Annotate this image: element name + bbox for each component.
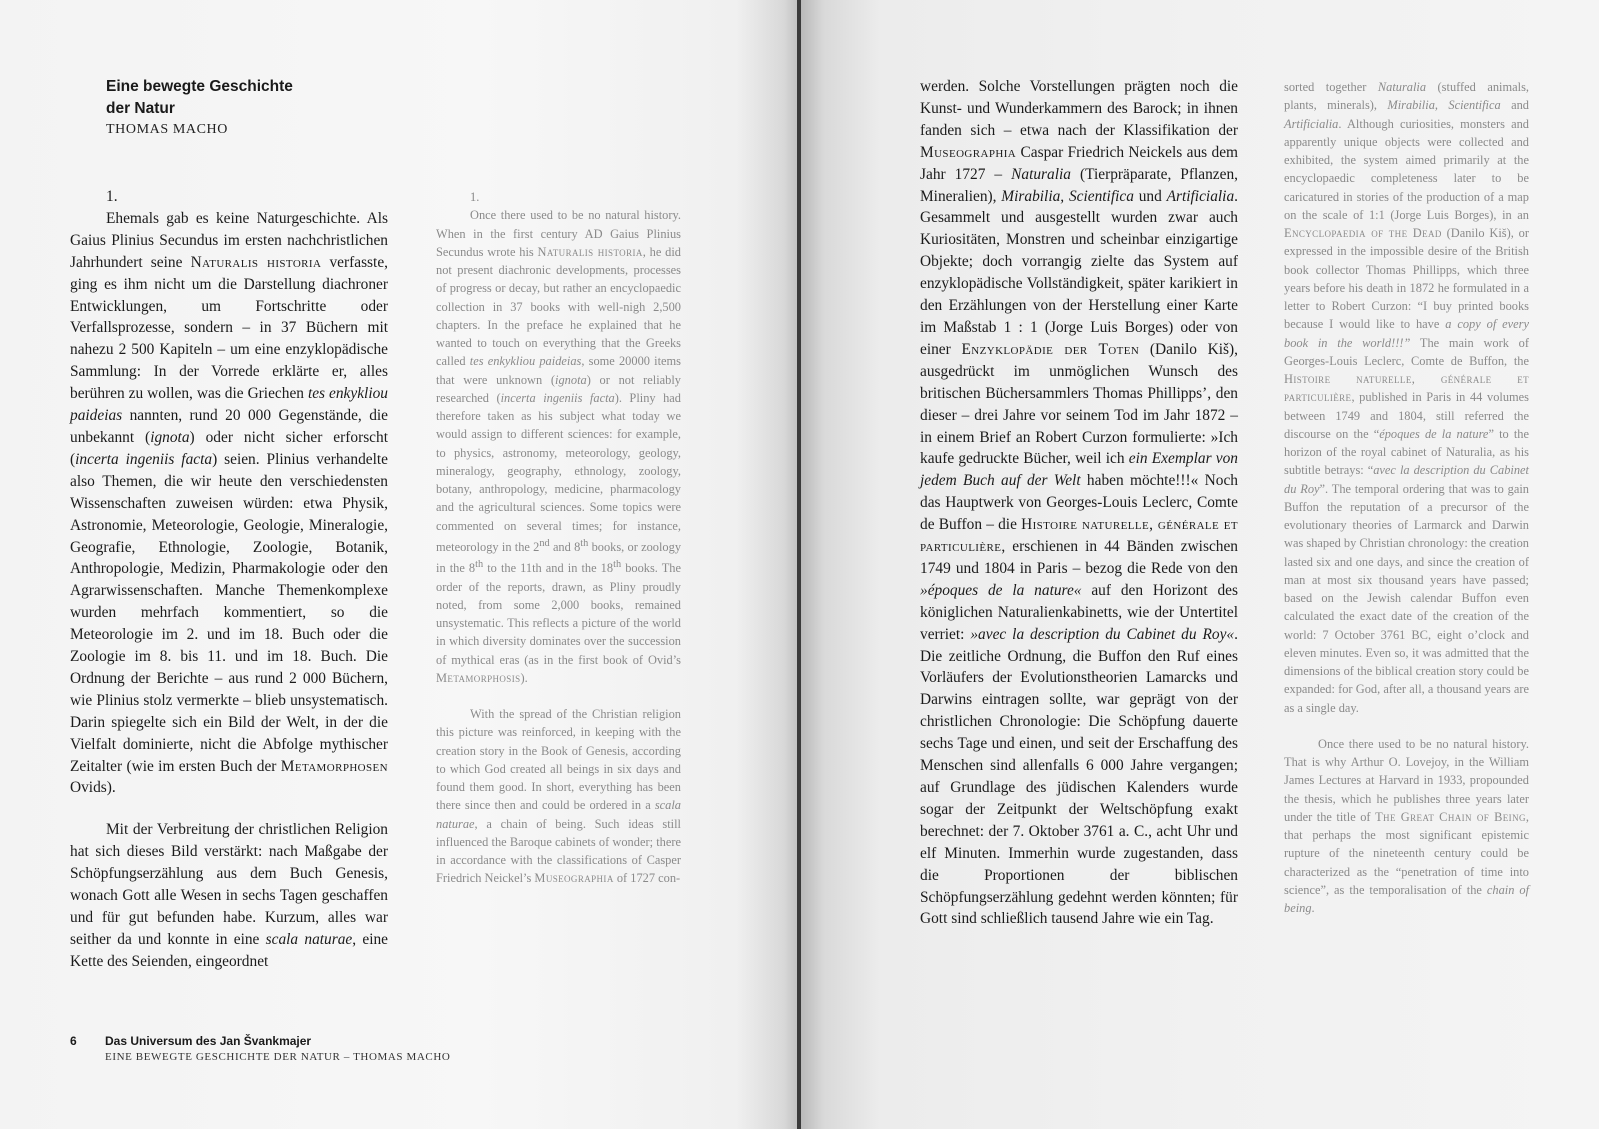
english-paragraph-1: Once there used to be no natural history. When in the first century AD Gaius Plinius Secundus wrote his Naturalis historia, he did not present diachronic developments, processes of progress or decay, but rather an encyclopaedic collection in 37 books with well-nigh 2,500 chapters. In the preface he explained that he wanted to touch on everything that the Greeks called tes enkykliou paideias, some 20000 items that were unknown (ignota) or not reliably researched (incerta ingeniis facta). Pliny had therefore taken as his subject what today we would assign to different sciences: for example, to physics, astronomy, meteorology, geology, mineralogy, geography, ethnology, zoology, botany, anthropology, medicine, pharmacology and the agricultural sciences. Some topics were commented on several times; for instance, meteorology in the 2nd and 8th books, or zoology in the 8th to the 11th and in the 18th books. The order of the reports, drawn, as Pliny proudly noted, from some 2,000 books, remained unsystematic. This reflects a picture of the world in which diversity dominates over the succession of mythical eras (as in the first book of Ovid’s Metamorphosis).: [436, 208, 682, 685]
book-spine-gutter: [797, 0, 801, 1129]
chapter-title-line-2: der Natur: [106, 100, 175, 117]
english-paragraph-continued: sorted together Naturalia (stuffed animals, plants, minerals), Mirabilia, Scientifica and Artificialia. Although curiosities, monsters and apparently unique objects were collected and exhibited, the system aimed primarily at the encyclopaedic completeness later to be caricatured in stories of the production of a map on the scale of 1:1 (Jorge Luis Borges), in an Encyclopaedia of the Dead (Danilo Kiš), or expressed in the impossible desire of the British book collector Thomas Phillipps, which three years before his death in 1872 he formulated in a letter to Robert Curzon: “I buy printed books because I would like to have a copy of every book in the world!!!” The main work of Georges-Louis Leclerc, Comte de Buffon, the Histoire naturelle, générale et particulière, published in Paris in 44 volumes between 1749 and 1804, still referred the discourse on the “époques de la nature” to the horizon of the royal cabinet of Naturalia, as his subtitle betrays: “avec la description du Cabinet du Roy”. The temporal ordering that was to gain Buffon the reputation of a precursor of the evolutionary theories of Larmarck and Darwin was shaped by Christian chronology: the creation lasted six and one days, and since the creation of man at most six thousand years have passed; based on the Jewish calendar Buffon even calculated the exact date of the creation of the world: 7 October 3761 BC, eight o’clock and eleven minutes. Even so, it was admitted that the dimensions of the biblical creation story could be expanded: for God, after all, a thousand years are as a single day.: [1284, 80, 1530, 715]
english-column-right: [1284, 78, 1529, 917]
english-paragraph-3: Once there used to be no natural history. That is why Arthur O. Lovejoy, in the William James Lectures at Harvard in 1933, propounded the thesis, which he publishes three years later under the title of The Great Chain of Being, that perhaps the most significant epistemic rupture of the nineteenth century could be characterized as the “penetration of time into science”, as the temporalisation of the chain of being.: [1284, 736, 1530, 915]
german-column-left: [70, 186, 388, 973]
german-column-right: [920, 76, 1238, 930]
book-title: Das Universum des Jan Švankmajer: [105, 1034, 312, 1048]
english-column-left: [436, 188, 681, 888]
section-number-english: 1.: [470, 190, 480, 204]
running-head: EINE BEWEGTE GESCHICHTE DER NATUR – THOMAS MACHO: [105, 1051, 451, 1063]
german-paragraph-1: Ehemals gab es keine Naturgeschichte. Als Gaius Plinius Secundus im ersten nachchristlichen Jahrhundert seine Naturalis historia verfasste, ging es ihm nicht um die Darstellung diachroner Entwicklungen, um Fortschritte oder Verfallsprozesse, sondern – in 37 Büchern mit nahezu 2 500 Kapiteln – um eine enzyklopädische Sammlung: In der Vorrede erklärte er, alles berühren zu wollen, was die Griechen tes enkykliou paideias nannten, rund 20 000 Gegenstände, die unbekannt (ignota) oder nicht sicher erforscht (incerta ingeniis facta) seien. Plinius verhandelte also Themen, die wir heute den verschiedensten Wissenschaften zuweisen würden: etwa Physik, Astronomie, Meteorologie, Geologie, Mineralogie, Geografie, Ethnologie, Zoologie, Botanik, Anthropologie, Medizin, Pharmakologie oder den Agrarwissenschaften. Manche Themenkomplexe wurden mehrfach kommentiert, so die Meteorologie im 2. und im 18. Buch oder die Zoologie im 8. bis 11. und im 18. Buch. Die Ordnung der Berichte – aus rund 2 000 Büchern, wie Plinius stolz vermerkte – blieb unsystematisch. Darin spiegelte sich ein Bild der Welt, in der die Vielfalt dominierte, nicht die Abfolge mythischer Zeitalter (wie im ersten Buch der Metamorphosen Ovids).: [70, 209, 389, 797]
section-number: 1.: [106, 188, 118, 205]
chapter-header: [106, 76, 406, 138]
english-paragraph-2: With the spread of the Christian religion this picture was reinforced, in keeping with the creation story in the Book of Genesis, according to which God created all beings in six days and found them good. In short, everything has been there since then and could be ordered in a scala naturae, a chain of being. Such ideas still influenced the Baroque cabinets of wonder; there in accordance with the classifications of Casper Friedrich Neickel’s Museographia of 1727 con-: [436, 707, 681, 886]
chapter-title: [106, 76, 406, 120]
german-paragraph-continued: werden. Solche Vorstellungen prägten noch die Kunst- und Wunderkammern des Barock; in ihnen fanden sich – etwa nach der Klassifikation der Museographia Caspar Friedrich Neickels aus dem Jahr 1727 – Naturalia (Tierpräparate, Pflanzen, Mineralien), Mirabilia, Scientifica und Artificialia. Gesammelt und ausgestellt wurden zwar auch Kuriositäten, Monstren und scheinbar einzigartige Objekte; doch vorrangig zielte das System auf enzyklopädische Vollständigkeit, später karikiert in den Erzählungen von der Herstellung einer Karte im Maßstab 1 : 1 (Jorge Luis Borges) oder von einer Enzyklopädie der Toten (Danilo Kiš), ausgedrückt im unmöglichen Wunsch des britischen Büchersammlers Thomas Phillipps’, den dieser – drei Jahre vor seinem Tod im Jahr 1872 – in einem Brief an Robert Curzon formulierte: »Ich kaufe gedruckte Bücher, weil ich ein Exemplar von jedem Buch auf der Welt haben möchte!!!« Noch das Hauptwerk von Georges-Louis Leclerc, Comte de Buffon – die Histoire naturelle, générale et particulière, erschienen in 44 Bänden zwischen 1749 und 1804 in Paris – bezog die Rede von den »époques de la nature« auf den Horizont des königlichen Naturalienkabinetts, wie der Untertitel verriet: »avec la description du Cabinet du Roy«. Die zeitliche Ordnung, die Buffon den Ruf eines Vorläufers der Evolutionstheorien Lamarcks und Darwins eintragen sollte, war geprägt von der christlichen Chronologie: Die Schöpfung dauerte sechs Tage und einen, und seit der Erschaffung des Menschen sind allenfalls 6 000 Jahre vergangen; auf Grundlage des jüdischen Kalenders wurde sogar der Zeitpunkt der Weltschöpfung exakt berechnet: der 7. Oktober 3761 a. C., acht Uhr und elf Minuten. Immerhin wurde zugestanden, dass die Proportionen der biblischen Schöpfungserzählung gedehnt werden könnten; für Gott sind schließlich tausend Jahre wie ein Tag.: [920, 78, 1239, 928]
page-number: 6: [70, 1034, 77, 1048]
chapter-author: THOMAS MACHO: [106, 122, 228, 137]
chapter-title-line-1: Eine bewegte Geschichte: [106, 78, 293, 95]
german-paragraph-2: Mit der Verbreitung der christlichen Religion hat sich dieses Bild verstärkt: nach Maßgabe der Schöpfungserzählung aus dem Buch Genesis, wonach Gott alle Wesen in sechs Tagen geschaffen und für gut befunden habe. Kurzum, alles war seither da und konnte in eine scala naturae, eine Kette des Seienden, eingeordnet: [70, 821, 388, 970]
right-page: [800, 0, 1599, 1129]
